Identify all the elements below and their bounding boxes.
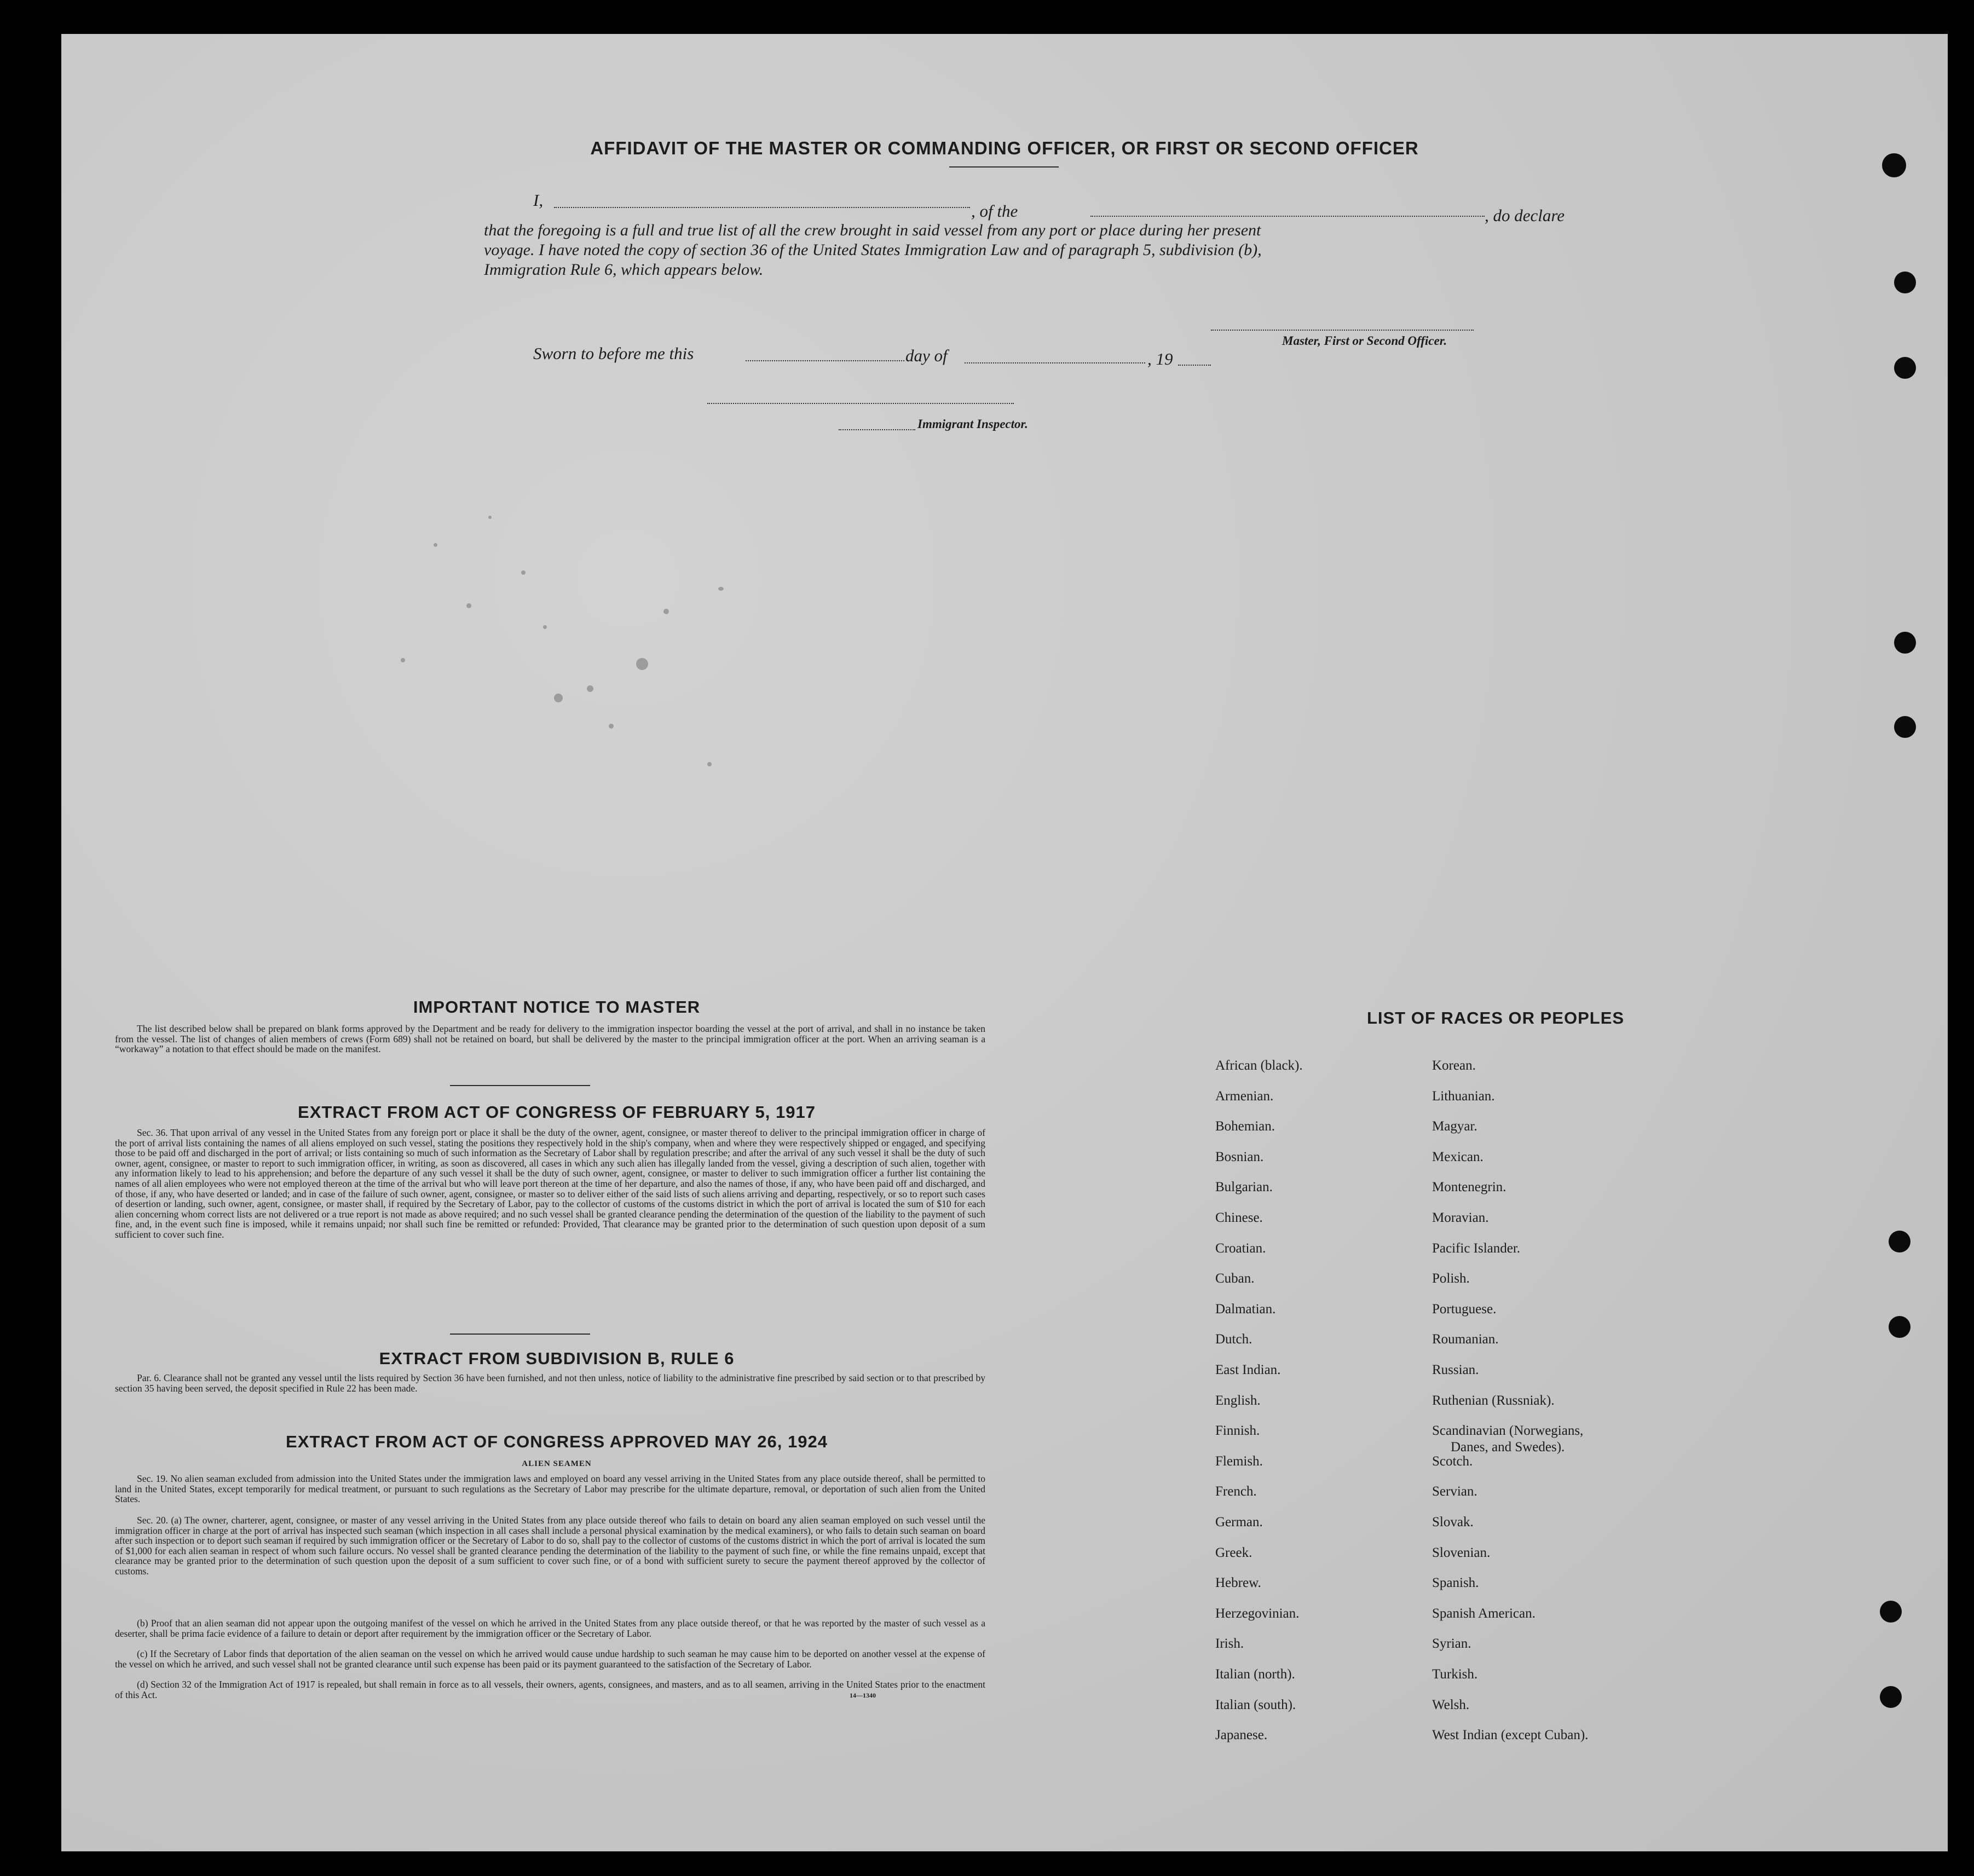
race-item: West Indian (except Cuban). — [1432, 1728, 1589, 1742]
race-item: Servian. — [1432, 1484, 1477, 1499]
race-item: Greek. — [1215, 1545, 1252, 1560]
races-title: LIST OF RACES OR PEOPLES — [1366, 1008, 1625, 1028]
punch-hole — [1894, 716, 1916, 738]
punch-hole — [1894, 272, 1916, 293]
race-item: African (black). — [1215, 1058, 1303, 1073]
race-item: Bosnian. — [1215, 1150, 1264, 1164]
document-page — [61, 34, 1948, 1851]
race-item: Magyar. — [1432, 1119, 1477, 1134]
declarant-name-line — [554, 207, 970, 208]
extract-rule6-title: EXTRACT FROM SUBDIVISION B, RULE 6 — [379, 1349, 735, 1368]
sworn-month-line — [965, 362, 1145, 363]
punch-hole — [1880, 1601, 1902, 1623]
affidavit-title: AFFIDAVIT OF THE MASTER OR COMMANDING OFFICER, OR FIRST OR SECOND OFFICER — [590, 138, 1419, 158]
extract-1917-text: Sec. 36. That upon arrival of any vessel in the United States from any foreign port or place it shall be the duty of the owner, agent, consignee, or master thereof to deliver to the principal immigration officer in charge of the port of arrival lists containing the names of all aliens employed on such vessel, stating the positions they respectively hold in the ship's company, when and where they were respectively shipped or engaged, and specifying those to be paid off and discharged in the port of arrival; or lists containing so much of such information as the Secretary of Labor shall by regulation prescribe; and after the arrival of any such vessel it shall be the duty of such owner, agent, consignee, or master to report to such immigration officer, in writing, as soon as discovered, all cases in which any such alien has illegally landed from the vessel, giving a description of such alien, together with any information likely to lead to his apprehension; and before the departure of any such vessel it shall be the duty of such owner, agent, consignee, or master to deliver to such immigration officer a further list containing the names of all alien employees who were not employed thereon at the time of the arrival but who will leave port thereon at the time of her departure, and also the names of those, if any, who have been paid off and discharged, and of those, if any, who have deserted or landed; and in case of the failure of such owner, agent, consignee, or master so to deliver either of the said lists of such aliens arriving and departing, respectively, or so to report such cases of desertion or landing, such owner, agent, consignee, or master shall, if required by the Secretary of Labor, pay to the collector of customs of the customs district in which the port of arrival is located the sum of $10 for each alien concerning whom correct lists are not delivered or a true report is not made as above required; and no such vessel shall be granted clearance pending the determination of the question of the liability to the payment of such fine, and, in the event such fine is imposed, while it remains unpaid; nor shall such fine be remitted or refunded: Provided, That clearance may be granted prior to the determination of such question upon deposit of a sum sufficient to cover such fine. — [115, 1127, 985, 1240]
notice-text: The list described below shall be prepared on blank forms approved by the Department and be ready for delivery to the immigration inspector boarding the vessel at the port of arrival, and shall in no instance be taken from the vessel. The list of changes of alien members of crews (Form 689) shall not be retained on board, but shall be delivered by the master to the principal immigration officer at the port. When an arriving seaman is a “workaway” a notation to that effect should be made on the manifest. — [115, 1023, 985, 1055]
race-item: Mexican. — [1432, 1150, 1484, 1164]
race-item: Spanish. — [1432, 1575, 1479, 1590]
paper-speck — [718, 587, 724, 591]
race-item: French. — [1215, 1484, 1257, 1499]
race-item: Syrian. — [1432, 1636, 1471, 1651]
race-item: Portuguese. — [1432, 1302, 1497, 1317]
race-item: Danes, and Swedes). — [1451, 1440, 1565, 1454]
paper-speck — [636, 658, 648, 670]
race-item: Chinese. — [1215, 1210, 1263, 1225]
paper-speck — [663, 609, 669, 614]
race-item: Slovak. — [1432, 1515, 1474, 1529]
master-signature-line — [1211, 330, 1474, 331]
race-item: Slovenian. — [1432, 1545, 1491, 1560]
paper-speck — [401, 658, 405, 662]
inspector-short-line — [839, 429, 915, 430]
sworn-label: Sworn to before me this — [533, 344, 694, 363]
extract-1924-title: EXTRACT FROM ACT OF CONGRESS APPROVED MAY 26, 1924 — [286, 1432, 828, 1451]
race-item: Flemish. — [1215, 1454, 1263, 1469]
race-item: Finnish. — [1215, 1423, 1260, 1438]
race-item: Dalmatian. — [1215, 1302, 1276, 1317]
paper-speck — [488, 516, 492, 519]
year-label: , 19 — [1147, 349, 1173, 368]
paper-speck — [521, 570, 526, 575]
master-signature-label: Master, First or Second Officer. — [1282, 334, 1447, 348]
form-number: 14—1340 — [850, 1692, 876, 1699]
race-item: East Indian. — [1215, 1363, 1281, 1377]
punch-hole — [1894, 632, 1916, 654]
race-item: Hebrew. — [1215, 1575, 1261, 1590]
punch-hole — [1889, 1231, 1910, 1252]
vessel-name-line — [1090, 216, 1485, 217]
do-declare-label: , do declare — [1485, 206, 1565, 225]
race-item: Lithuanian. — [1432, 1089, 1495, 1104]
title-rule — [949, 166, 1059, 168]
affidavit-body-line2: voyage. I have noted the copy of section 36 of the United States Immigration Law and of paragraph 5, subdivision (b), — [484, 241, 1262, 259]
affidavit-body-line1: that the foregoing is a full and true list of all the crew brought in said vessel from any port or place during her present — [484, 221, 1261, 239]
race-item: Scotch. — [1432, 1454, 1473, 1469]
race-item: German. — [1215, 1515, 1263, 1529]
race-item: Turkish. — [1432, 1667, 1478, 1682]
inspector-signature-line — [707, 403, 1014, 404]
race-item: Polish. — [1432, 1271, 1470, 1286]
punch-hole — [1894, 357, 1916, 379]
paper-speck — [609, 724, 614, 729]
race-item: Montenegrin. — [1432, 1180, 1507, 1194]
race-item: Herzegovinian. — [1215, 1606, 1300, 1621]
alien-seamen-subtitle: ALIEN SEAMEN — [522, 1459, 592, 1468]
race-item: Welsh. — [1432, 1698, 1470, 1712]
race-item: Croatian. — [1215, 1241, 1266, 1256]
extract-1917-title: EXTRACT FROM ACT OF CONGRESS OF FEBRUARY 5, 1917 — [298, 1102, 816, 1122]
section-rule — [450, 1334, 590, 1335]
of-the-label: , of the — [971, 201, 1018, 221]
race-item: Bohemian. — [1215, 1119, 1275, 1134]
punch-hole — [1880, 1686, 1902, 1708]
punch-hole — [1889, 1316, 1910, 1338]
race-item: Scandinavian (Norwegians, — [1432, 1423, 1584, 1438]
sec-20a-paragraph: Sec. 20. (a) The owner, charterer, agent, consignee, or master of any vessel arriving in the United States from any place outside thereof who fails to detain on board any alien seaman employed on such vessel until the immigration officer in charge at the port of arrival has inspected such seaman (which inspection in all cases shall include a personal physical examination by the medical examiners), or who fails to detain such seaman on board after such inspection or to deport such seaman if required by such immigration officer or the Secretary of Labor to do so, shall pay to the collector of customs of the customs district in which the port of arrival is located the sum of $1,000 for each alien seaman in respect of whom such failure occurs. No vessel shall be granted clearance pending the determination of the liability to the payment of such fine, or while the fine remains unpaid, except that clearance may be granted prior to the determination of such question upon the deposit of a sum sufficient to cover such fine, or of a bond with sufficient surety to secure the payment thereof approved by the collector of customs. — [115, 1515, 985, 1577]
race-item: Korean. — [1432, 1058, 1476, 1073]
race-item: English. — [1215, 1393, 1261, 1408]
race-item: Irish. — [1215, 1636, 1244, 1651]
extract-rule6-text: Par. 6. Clearance shall not be granted any vessel until the lists required by Section 36 have been furnished, and not then unless, notice of liability to the administrative fine prescribed by said section or to that prescribed by section 35 having been served, the deposit specified in Rule 22 has been made. — [115, 1372, 985, 1394]
sworn-year-line — [1178, 365, 1211, 366]
race-item: Cuban. — [1215, 1271, 1255, 1286]
section-rule — [450, 1085, 590, 1086]
notice-title: IMPORTANT NOTICE TO MASTER — [413, 997, 701, 1017]
sec-20b-paragraph: (b) Proof that an alien seaman did not appear upon the outgoing manifest of the vessel on which he arrived in the United States from any place outside thereof, or that he was reported by the master of such vessel as a deserter, shall be prima facie evidence of a failure to detain or deport after requirement by the immigration officer or the Secretary of Labor. — [115, 1618, 985, 1639]
paper-speck — [554, 694, 563, 702]
affidavit-i-label: I, — [533, 191, 544, 210]
race-item: Russian. — [1432, 1363, 1479, 1377]
race-item: Pacific Islander. — [1432, 1241, 1521, 1256]
day-of-label: day of — [905, 346, 948, 365]
race-item: Italian (north). — [1215, 1667, 1295, 1682]
race-item: Ruthenian (Russniak). — [1432, 1393, 1555, 1408]
affidavit-body-line3: Immigration Rule 6, which appears below. — [484, 261, 764, 279]
race-item: Dutch. — [1215, 1332, 1252, 1347]
race-item: Roumanian. — [1432, 1332, 1499, 1347]
sec-20c-paragraph: (c) If the Secretary of Labor finds that deportation of the alien seaman on the vessel on which he arrived would cause undue hardship to such seaman he may cause him to be deported on another vessel at the expense of the vessel on which he arrived, and such vessel shall not be granted clearance until such expense has been paid or its payment guaranteed to the satisfaction of the Secretary of Labor. — [115, 1648, 985, 1670]
race-item: Moravian. — [1432, 1210, 1489, 1225]
sec-19-paragraph: Sec. 19. No alien seaman excluded from admission into the United States under the immigration laws and employed on board any vessel arriving in the United States from any place outside thereof, shall be permitted to land in the United States, except temporarily for medical treatment, or pursuant to such regulations as the Secretary of Labor may prescribe for the ultimate departure, removal, or deportation of such alien from the United States. — [115, 1473, 985, 1505]
sec-20d-paragraph: (d) Section 32 of the Immigration Act of 1917 is repealed, but shall remain in force as to all vessels, their owners, agents, consignees, and masters, and as to all seamen, arriving in the United States prior to the enactment of this Act. — [115, 1679, 985, 1700]
race-item: Spanish American. — [1432, 1606, 1536, 1621]
paper-speck — [543, 625, 547, 629]
paper-speck — [466, 603, 471, 608]
race-item: Bulgarian. — [1215, 1180, 1273, 1194]
race-item: Japanese. — [1215, 1728, 1268, 1742]
race-item: Armenian. — [1215, 1089, 1274, 1104]
paper-speck — [707, 762, 712, 766]
race-item: Italian (south). — [1215, 1698, 1296, 1712]
inspector-label: Immigrant Inspector. — [917, 417, 1028, 431]
sworn-day-line — [746, 360, 904, 361]
paper-speck — [587, 685, 593, 692]
paper-speck — [434, 543, 437, 547]
